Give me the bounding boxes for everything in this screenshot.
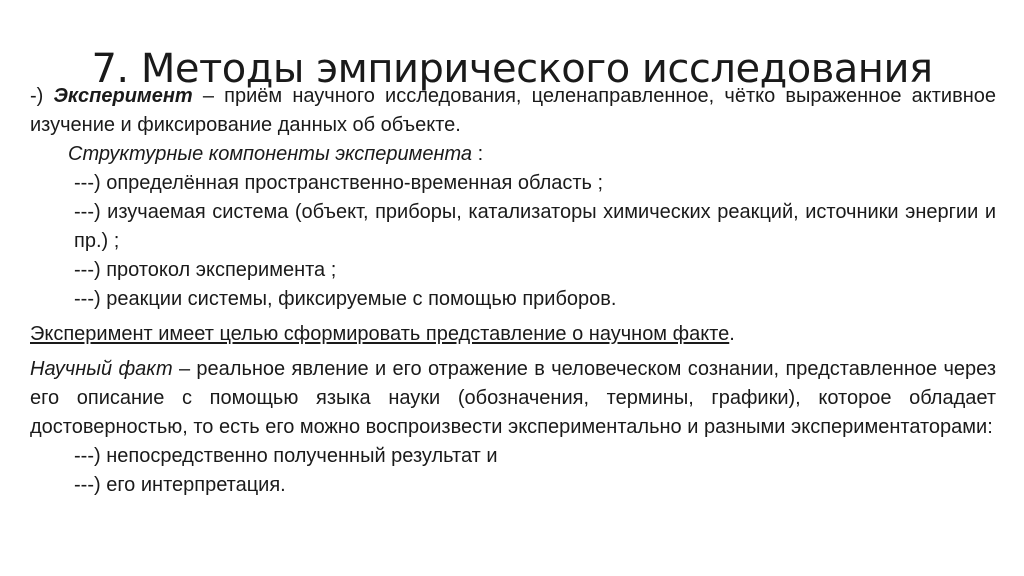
component-item-1: ---) определённая пространственно-временная область ; (74, 172, 604, 194)
components-heading: Структурные компоненты эксперимента (68, 143, 473, 165)
scientific-fact-text: – реальное явление и его отражение в человеческом сознании, представленное через его описание с помощью языка науки (обозначения, термины, графики), которое обладает достоверностью, то есть его можно воспроизвести экспериментально и разными экспериментаторами: (30, 358, 996, 438)
slide-title: 7. Методы эмпирического исследования (91, 45, 933, 92)
experiment-definition (30, 82, 996, 140)
slide-body (30, 82, 996, 500)
fact-item-1: ---) непосредственно полученный результат и (74, 445, 498, 467)
component-item-3: ---) протокол эксперимента ; (74, 259, 337, 281)
components-heading-line (30, 140, 996, 169)
scientific-fact-definition (30, 355, 996, 442)
experiment-goal-line (30, 320, 996, 349)
component-item-4: ---) реакции системы, фиксируемые с помощью приборов. (74, 288, 617, 310)
experiment-definition-text: – приём научного исследования, целенаправленное, чётко выраженное активное изучение и фиксирование данных об объекте. (30, 85, 996, 136)
component-item-2: ---) изучаемая система (объект, приборы, катализаторы химических реакций, источники энергии и пр.) ; (74, 201, 996, 252)
experiment-goal-end: . (729, 323, 735, 345)
experiment-term: Эксперимент (53, 85, 193, 107)
components-heading-suffix: : (472, 143, 484, 165)
definition-prefix: -) (30, 85, 54, 107)
experiment-goal: Эксперимент имеет целью сформировать представление о научном факте (30, 323, 730, 345)
scientific-fact-term: Научный факт (30, 358, 173, 380)
fact-item-2: ---) его интерпретация. (74, 474, 286, 496)
